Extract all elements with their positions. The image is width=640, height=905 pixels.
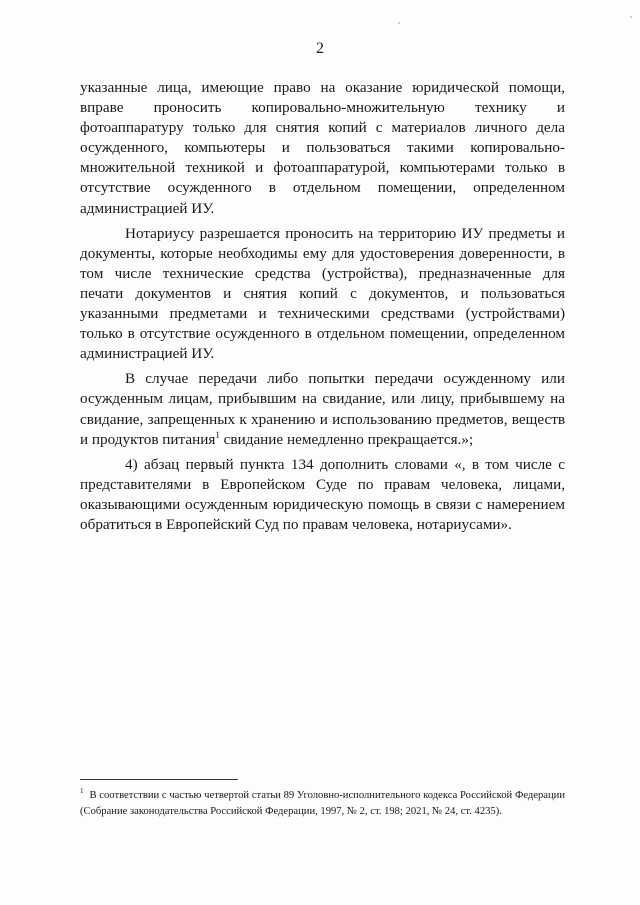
paragraph-prohibited-items <box>80 369 565 449</box>
paragraph-prohibited-items-end: свидание немедленно прекращается.»; <box>219 430 474 448</box>
paragraph-continuation: указанные лица, имеющие право на оказание юридической помощи, вправе проносить копировально-множительную технику и фотоаппаратуру только для снятия копий с материалов личного дела осужденного, компьютеры и пользоваться такими копировально-множительной техникой и фотоаппаратурой, компьютерами только в отсутствие осужденного в отдельном помещении, определенном администрацией ИУ. <box>80 79 565 217</box>
scan-speck <box>398 22 400 24</box>
footnote-mark: 1 <box>80 787 84 796</box>
paragraph-notary: Нотариусу разрешается проносить на территорию ИУ предметы и документы, которые необходимы ему для удостоверения доверенности, в том числе технические средства (устройства), предназначенные для печати документов и снятия копий с документов, и пользоваться указанными предметами и техническими средствами (устройствами) только в отсутствие осужденного в отдельном помещении, определенном администрацией ИУ. <box>80 224 565 363</box>
footnote-text: В соответствии с частью четвертой статьи 89 Уголовно-исполнительного кодекса Российской Федерации (Собрание законодательства Российской Федерации, 1997, № 2, ст. 198; 2021, № 24, ст. 4235). <box>80 790 565 817</box>
page-number: 2 <box>316 40 324 57</box>
paragraph-prohibited-items-text: В случае передачи либо попытки передачи осужденному или осужденным лицам, прибывшим на свидание, или лицу, прибывшему на свидание, запрещенных к хранению и использованию предметов, веществ и продуктов питания <box>80 370 565 448</box>
footnote <box>80 788 565 819</box>
paragraph-amendment-134: 4) абзац первый пункта 134 дополнить словами «, в том числе с представителями в Европейском Суде по правам человека, лицами, оказывающими осужденным юридическую помощь в связи с намерением обратиться в Европейский Суд по правам человека, нотариусами». <box>80 455 565 533</box>
scan-speck <box>630 16 632 18</box>
footnote-divider <box>80 779 238 780</box>
footnote-reference[interactable]: 1 <box>215 429 220 440</box>
document-body <box>80 78 565 540</box>
